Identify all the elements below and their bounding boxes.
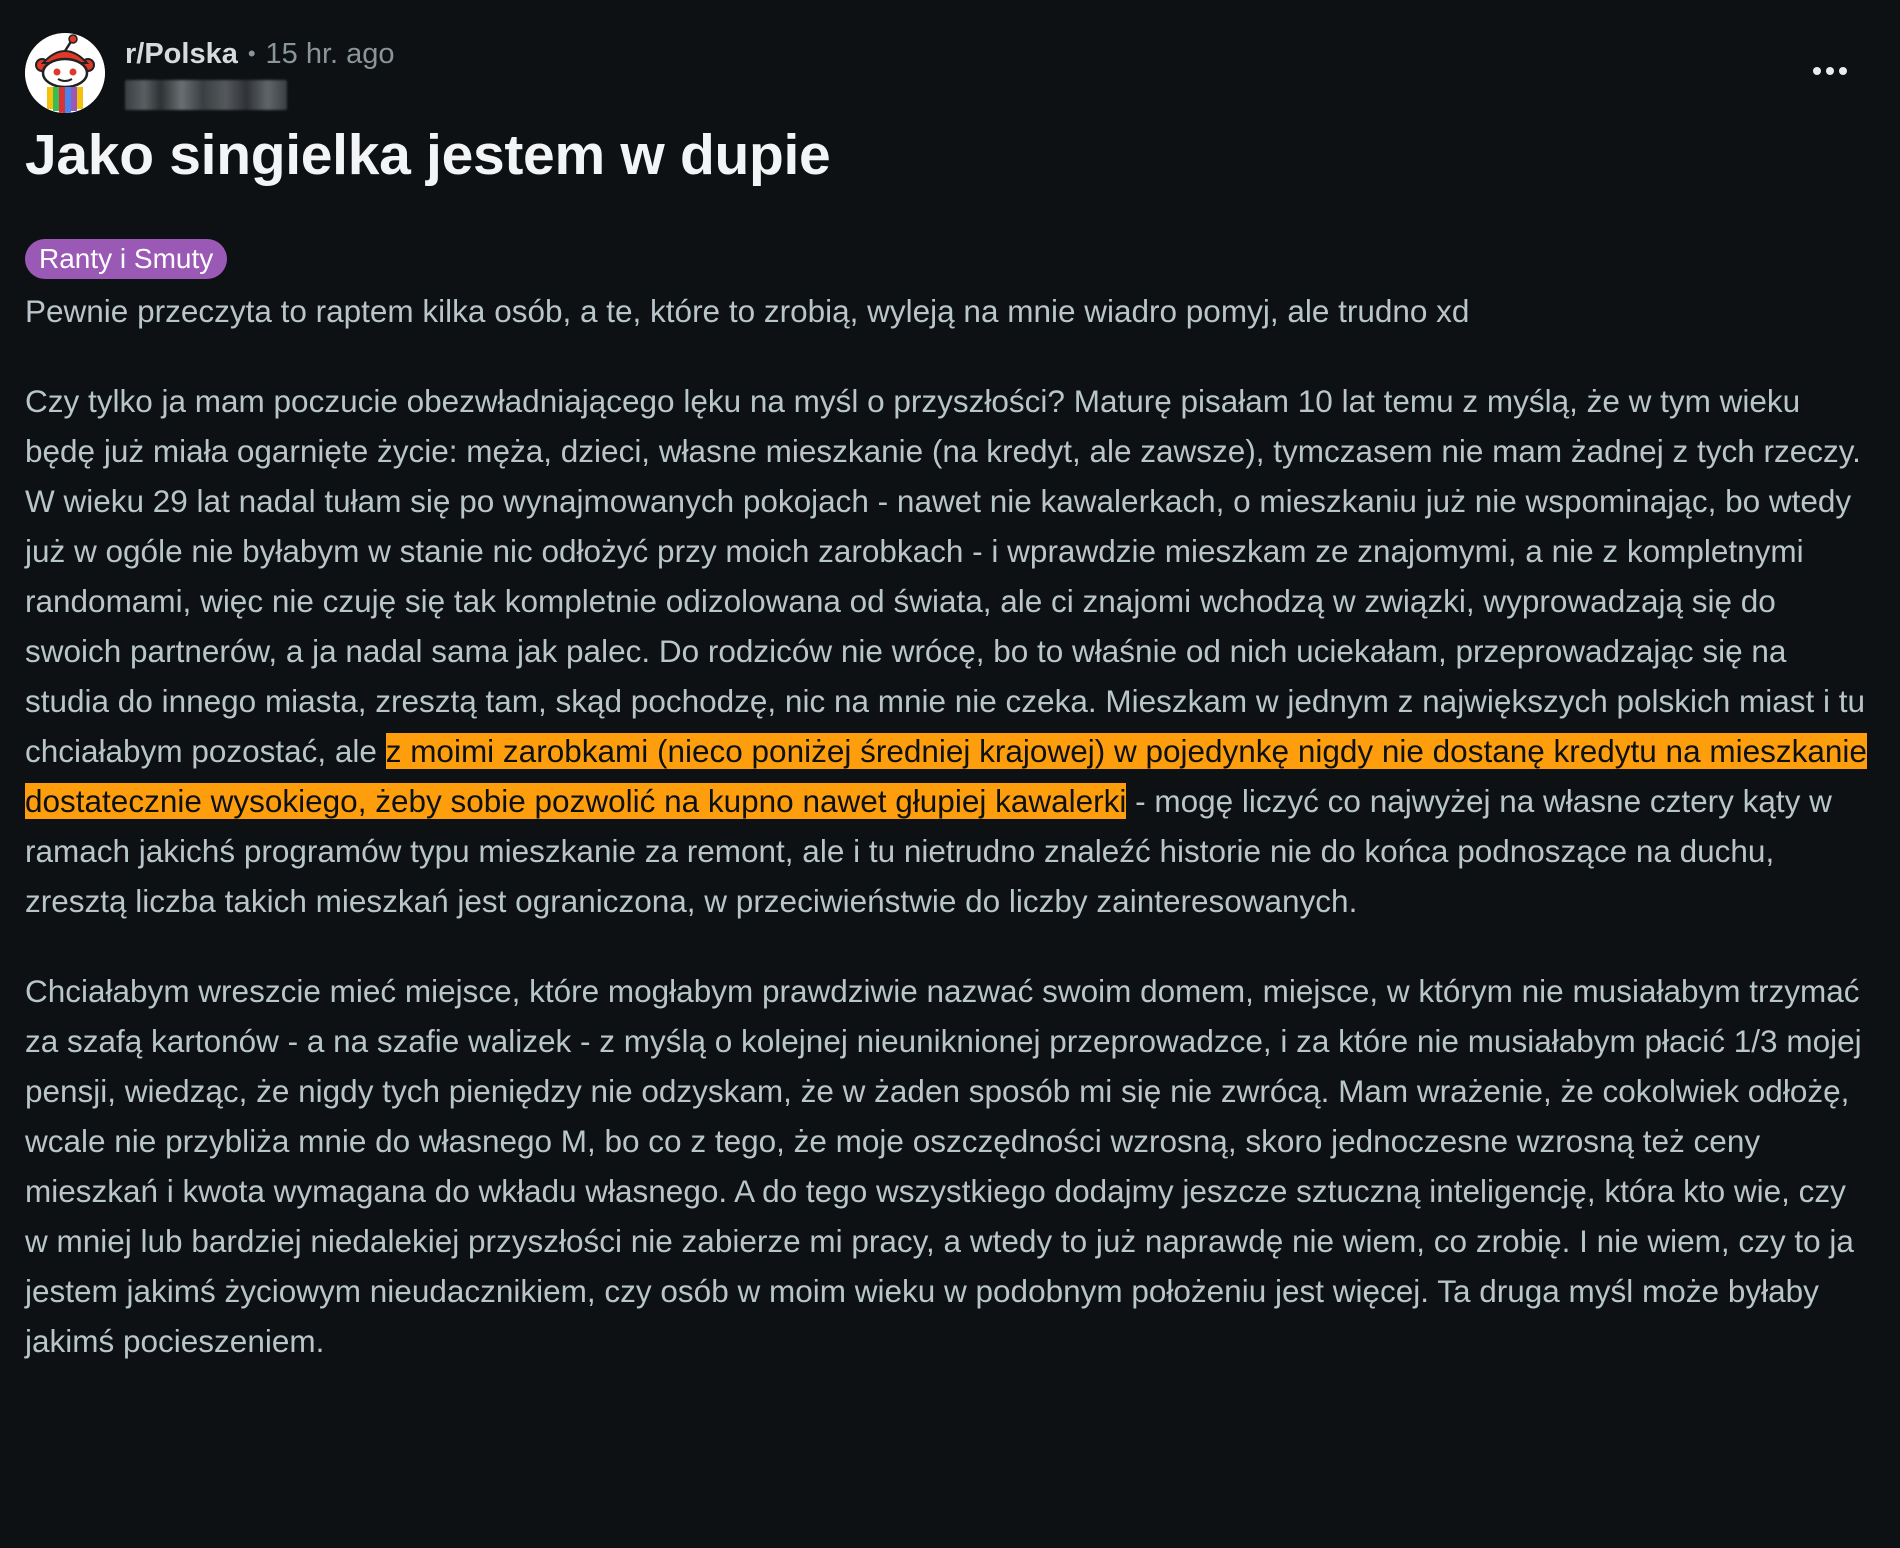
more-options-icon [1813, 67, 1821, 75]
highlighted-text: z moimi zarobkami (nieco poniżej średniej krajowej) w pojedynkę nigdy nie dostanę kredytu na mieszkanie dostatecznie wysokiego, żeby sobie pozwolić na kupno nawet głupiej kawalerki [25, 733, 1867, 819]
body-paragraph-2 [25, 376, 1875, 926]
post-timestamp: 15 hr. ago [265, 38, 395, 70]
post-flair[interactable]: Ranty i Smuty [25, 239, 227, 279]
more-options-button[interactable] [1805, 56, 1855, 86]
body-paragraph-2-start: Czy tylko ja mam poczucie obezwładniającego lęku na myśl o przyszłości? Maturę pisałam 10 lat temu z myślą, że w tym wieku będę już miała ogarnięte życie: męża, dzieci, własne mieszkanie (na kredyt, ale zawsze), tymczasem nie mam żadnej z tych rzeczy. W wieku 29 lat nadal tułam się po wynajmowanych pokojach - nawet nie kawalerkach, o mieszkaniu już nie wspominając, bo wtedy już w ogóle nie byłabym w stanie nic odłożyć przy moich zarobkach - i wprawdzie mieszkam ze znajomymi, a nie z kompletnymi randomami, więc nie czuję się tak kompletnie odizolowana od świata, ale ci znajomi wchodzą w związki, wyprowadzają się do swoich partnerów, a ja nadal sama jak palec. Do rodziców nie wrócę, bo to właśnie od nich uciekałam, przeprowadzając się na studia do innego miasta, zresztą tam, skąd pochodzę, nic na mnie nie czeka. Mieszkam w jednym z największych polskich miast i tu chciałabym pozostać, ale [25, 383, 1866, 769]
body-paragraph-1: Pewnie przeczyta to raptem kilka osób, a te, które to zrobią, wyleją na mnie wiadro pomyj, ale trudno xd [25, 293, 1470, 329]
more-options-icon-dot [1826, 67, 1834, 75]
body-paragraph-2-end: - mogę liczyć co najwyżej na własne cztery kąty w ramach jakichś programów typu mieszkanie za remont, ale i tu nietrudno znaleźć historie nie do końca podnoszące na duchu, zresztą liczba takich mieszkań jest ograniczona, w przeciwieństwie do liczby zainteresowanych. [25, 783, 1832, 919]
more-options-icon-dot [1839, 67, 1847, 75]
subreddit-mascot-icon [25, 33, 105, 113]
meta-separator: • [247, 41, 256, 66]
post-body [25, 286, 1875, 1406]
post-header [25, 33, 395, 113]
post-meta [125, 33, 395, 110]
body-paragraph-3: Chciałabym wreszcie mieć miejsce, które mogłabym prawdziwie nazwać swoim domem, miejsce, w którym nie musiałabym trzymać za szafą kartonów - a na szafie walizek - z myślą o kolejnej nieuniknionej przeprowadzce, i za które nie musiałabym płacić 1/3 mojej pensji, wiedząc, że nigdy tych pieniędzy nie odzyskam, że w żaden sposób mi się nie zwrócą. Mam wrażenie, że cokolwiek odłożę, wcale nie przybliża mnie do własnego M, bo co z tego, że moje oszczędności wzrosną, skoro jednoczesne wzrosną też ceny mieszkań i kwota wymagana do wkładu własnego. A do tego wszystkiego dodajmy jeszcze sztuczną inteligencję, która kto wie, czy w mniej lub bardziej niedalekiej przyszłości nie zabierze mi pracy, a wtedy to już naprawdę nie wiem, co zrobię. I nie wiem, czy to ja jestem jakimś życiowym nieudacznikiem, czy osób w moim wieku w podobnym położeniu jest więcej. Ta druga myśl może byłaby jakimś pocieszeniem. [25, 973, 1862, 1359]
post-title[interactable]: Jako singielka jestem w dupie [25, 123, 831, 187]
subreddit-avatar[interactable] [25, 33, 105, 113]
meta-line [125, 36, 395, 72]
subreddit-link[interactable]: r/Polska [125, 38, 238, 70]
redacted-username [125, 80, 287, 110]
